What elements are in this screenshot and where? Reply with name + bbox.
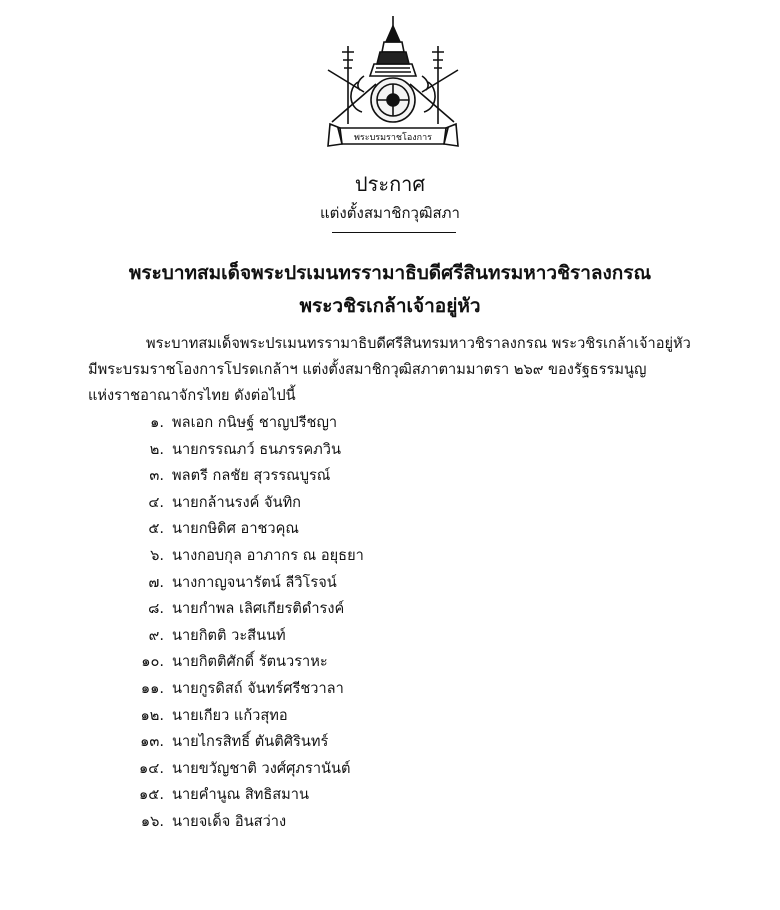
list-item (0, 623, 780, 650)
list-item (0, 543, 780, 570)
title-divider (332, 232, 456, 233)
item-number: ๑๕. (139, 786, 164, 804)
item-number: ๗. (148, 573, 164, 591)
item-number: ๘. (148, 600, 164, 618)
member-name: นายกูรดิสถ์ จันทร์ศรีชวาลา (172, 679, 344, 697)
announcement-subtitle: แต่งตั้งสมาชิกวุฒิสภา (320, 204, 460, 222)
item-number: ๑๒. (140, 706, 164, 724)
list-item (0, 516, 780, 543)
item-number: ๖. (150, 546, 164, 564)
item-number: ๑๑. (140, 679, 164, 697)
royal-seal-emblem-icon (318, 12, 468, 152)
item-number: ๑. (150, 414, 164, 431)
item-number: ๑๐. (141, 653, 164, 671)
member-name: นายกล้านรงค์ จันทิก (172, 493, 302, 511)
member-name: นางกาญจนารัตน์ ลีวิโรจน์ (172, 573, 337, 591)
body-paragraph-line-3: แห่งราชอาณาจักรไทย ดังต่อไปนี้ (88, 387, 296, 404)
list-item (0, 570, 780, 597)
body-paragraph-line-2: มีพระบรมราชโองการโปรดเกล้าฯ แต่งตั้งสมาชิกวุฒิสภาตามมาตรา ๒๖๙ ของรัฐธรรมนูญ (88, 361, 647, 378)
list-item (0, 782, 780, 809)
member-name: นายคำนูณ สิทธิสมาน (172, 786, 309, 804)
list-item (0, 809, 780, 836)
item-number: ๓. (149, 467, 164, 485)
king-title-line-1: พระบาทสมเด็จพระปรเมนทรรามาธิบดีศรีสินทรมหาวชิราลงกรณ (128, 262, 652, 284)
emblem-ribbon-text: พระบรมราชโองการ (353, 133, 433, 143)
list-item (0, 437, 780, 464)
item-number: ๒. (149, 440, 164, 458)
list-item (0, 463, 780, 490)
member-name: นายกษิดิศ อาชวคุณ (172, 520, 299, 538)
item-number: ๔. (148, 493, 164, 511)
member-name: นางกอบกุล อาภากร ณ อยุธยา (172, 546, 364, 564)
list-item (0, 703, 780, 730)
announcement-title: ประกาศ (354, 172, 426, 196)
member-name: นายเกียว แก้วสุทอ (172, 706, 288, 724)
item-number: ๙. (148, 626, 164, 644)
item-number: ๑๓. (140, 733, 164, 751)
item-number: ๕. (148, 520, 164, 538)
member-name: พลตรี กลชัย สุวรรณบูรณ์ (172, 467, 331, 485)
item-number: ๑๖. (140, 812, 164, 830)
member-name: พลเอก กนิษฐ์ ชาญปรีชญา (172, 414, 338, 431)
member-name: นายกรรณภว์ ธนภรรคภวิน (172, 440, 341, 458)
member-list (0, 410, 780, 836)
member-name: นายจเด็จ อินสว่าง (172, 812, 287, 830)
member-name: นายกิตติศักดิ์ รัตนวราหะ (172, 653, 328, 671)
member-name: นายกิตติ วะสีนนท์ (172, 626, 286, 644)
list-item (0, 756, 780, 783)
list-item (0, 596, 780, 623)
member-name: นายกำพล เลิศเกียรติดำรงค์ (172, 600, 345, 618)
body-paragraph-line-1: พระบาทสมเด็จพระปรเมนทรรามาธิบดีศรีสินทรมหาวชิราลงกรณ พระวชิรเกล้าเจ้าอยู่หัว (146, 335, 691, 352)
list-item (0, 649, 780, 676)
member-name: นายขวัญชาติ วงศ์ศุภรานันต์ (172, 759, 351, 777)
list-item (0, 490, 780, 517)
list-item (0, 410, 780, 437)
list-item (0, 676, 780, 703)
list-item (0, 729, 780, 756)
king-title-line-2: พระวชิรเกล้าเจ้าอยู่หัว (299, 295, 481, 317)
member-name: นายไกรสิทธิ์ ตันติศิรินทร์ (172, 733, 329, 751)
item-number: ๑๔. (139, 759, 164, 777)
